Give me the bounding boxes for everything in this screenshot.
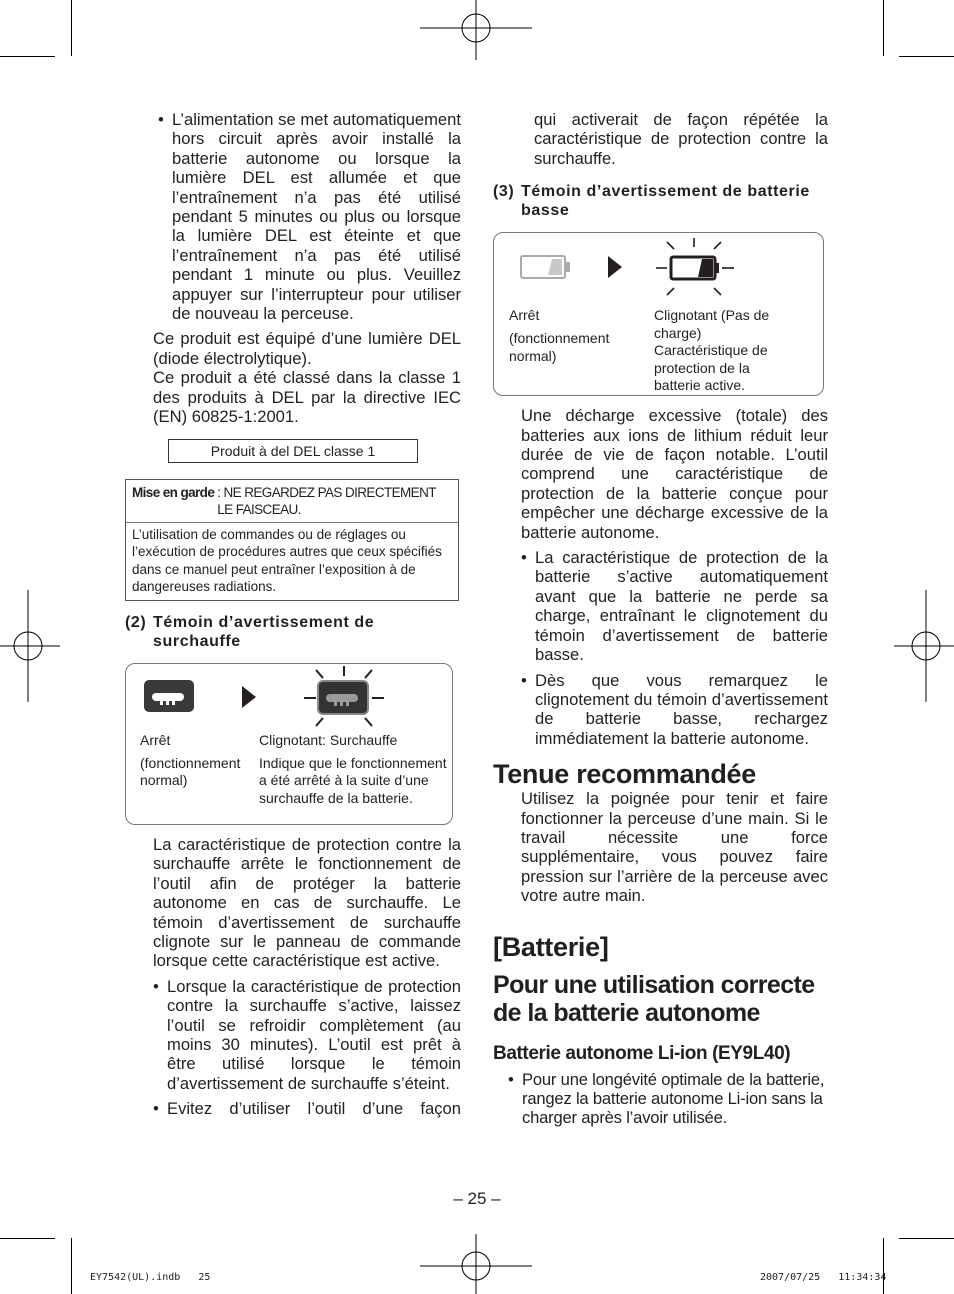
bullet-recharge bbox=[521, 671, 828, 749]
caution-label: Mise en garde bbox=[132, 484, 215, 500]
section-3-number: (3) bbox=[493, 183, 515, 201]
overheat-blink-label: Clignotant: Surchauffe bbox=[259, 731, 398, 748]
arrow-right-icon bbox=[608, 256, 624, 278]
bullet-text: La caractéristique de protection de la batterie s’active automatiquement avant que la batterie ne perde sa charge, entraînant le clignotement du témoin d’avertissement de batterie basse. bbox=[535, 548, 828, 665]
led-class-label bbox=[168, 439, 418, 463]
bullet-text: Dès que vous remarquez le clignotement du témoin d’avertissement de batterie basse, rechargez immédiatement la batterie autonome. bbox=[535, 670, 828, 748]
right-column bbox=[493, 110, 828, 1128]
battery-blink-icon bbox=[654, 238, 736, 300]
section-2-heading bbox=[125, 613, 461, 651]
overheat-off-sub: (fonctionnement normal) bbox=[140, 754, 241, 789]
heading-usage: Pour une utilisation correcte de la batterie autonome bbox=[493, 970, 815, 1027]
thermometer-blink-icon bbox=[302, 666, 386, 730]
bullet-storage bbox=[508, 1070, 828, 1128]
heading-li-ion: Batterie autonome Li-ion (EY9L40) bbox=[493, 1042, 791, 1064]
bullet-cool-down bbox=[153, 977, 461, 1093]
section-2-title: Témoin d’avertissement de surchauffe bbox=[153, 613, 375, 650]
overheat-off-label: Arrêt bbox=[140, 731, 171, 748]
led-paragraph-2: Ce produit a été classé dans la classe 1 des produits à DEL par la directive IEC (EN) 60825-1:2001. bbox=[153, 368, 461, 427]
registration-mark-left bbox=[0, 590, 60, 702]
bullet-mark: • bbox=[153, 976, 159, 996]
section-3-title: Témoin d’avertissement de batterie basse bbox=[521, 183, 810, 220]
bullet-text: Pour une longévité optimale de la batterie, rangez la batterie autonome Li-ion sans la charger après l’avoir utilisée. bbox=[522, 1069, 825, 1128]
bullet-text: L’alimentation se met automatiquement hors circuit après avoir installé la batterie autonome ou lorsque la lumière DEL est allumée et que l’entraînement n’a pas été utilisé pendant 5 minutes ou plus ou lorsque la lumière DEL est éteinte et que l’entraînement n’a pas été utilisé pendant 1 minute ou plus. Veuillez appuyer sur l’interrupteur pour utiliser de nouveau la perceuse. bbox=[172, 110, 461, 324]
discharge-paragraph: Une décharge excessive (totale) des batteries aux ions de lithium réduit leur durée de vie de façon notable. L’outil comprend une caractéristique de protection de la batterie conçue pour empêcher une décharge excessive de la batterie autonome. bbox=[521, 406, 828, 542]
registration-mark-top bbox=[420, 0, 532, 60]
caution-box bbox=[125, 479, 459, 601]
grip-paragraph: Utilisez la poignée pour tenir et faire fonctionner la perceuse d’une main. Si le travail nécessite une force supplémentaire, vous pouvez faire pression sur l’arrière de la perceuse avec votre autre main. bbox=[521, 789, 828, 906]
led-paragraph-1: Ce produit est équipé d’une lumière DEL (diode électrolytique). bbox=[153, 329, 461, 368]
low-battery-blink-label: Clignotant (Pas de charge) Caractéristique de protection de la batterie active. bbox=[654, 307, 770, 394]
footer-file: EY7542(UL).indb 25 bbox=[90, 1272, 211, 1283]
bullet-text: Evitez d’utiliser l’outil d’une façon bbox=[167, 1099, 461, 1119]
low-battery-off-label: Arrêt bbox=[509, 307, 540, 324]
overheat-paragraph: La caractéristique de protection contre la surchauffe arrête le fonctionnement de l’outil afin de protéger la batterie autonome en cas de surchauffe. Le témoin d’avertissement de surchauffe clignote sur le panneau de commande lorsque cette caractéristique est active. bbox=[153, 834, 461, 971]
left-column bbox=[125, 110, 461, 1119]
bullet-mark: • bbox=[158, 110, 164, 129]
caution-warning: : NE REGARDEZ PAS DIRECTEMENT LE FAISCEAU. bbox=[217, 484, 436, 517]
registration-mark-right bbox=[894, 590, 954, 702]
heading-batterie: [Batterie] bbox=[493, 931, 609, 962]
bullet-mark: • bbox=[521, 548, 527, 568]
section-2-number: (2) bbox=[125, 613, 147, 631]
bullet-avoid-repeat bbox=[153, 1099, 461, 1118]
bullet-avoid-repeat-cont: qui activerait de façon répétée la caractéristique de protection contre la surchauffe. bbox=[534, 110, 828, 168]
bullet-mark: • bbox=[521, 670, 527, 690]
section-3-heading bbox=[493, 182, 828, 220]
heading-tenue: Tenue recommandée bbox=[493, 759, 756, 790]
bullet-protection-auto bbox=[521, 548, 828, 664]
bullet-auto-shutoff bbox=[158, 110, 461, 323]
caution-heading bbox=[132, 484, 453, 518]
registration-mark-bottom bbox=[420, 1234, 532, 1294]
battery-off-icon bbox=[520, 255, 572, 279]
page-number: – 25 – bbox=[453, 1189, 501, 1208]
bullet-text: Lorsque la caractéristique de protection contre la surchauffe s’active, laissez l’outil se refroidir complètement (au moins 30 minutes). L’outil est prêt à être utilisé lorsque le témoin d’avertissement de surchauffe s’éteint. bbox=[167, 976, 461, 1093]
led-class-text: Produit à del DEL classe 1 bbox=[210, 442, 376, 459]
overheat-indicator-panel bbox=[125, 663, 453, 825]
bullet-mark: • bbox=[508, 1069, 514, 1089]
arrow-right-icon bbox=[242, 686, 258, 708]
footer-timestamp: 2007/07/25 11:34:34 bbox=[760, 1272, 887, 1283]
bullet-mark: • bbox=[153, 1099, 159, 1119]
low-battery-indicator-panel bbox=[493, 232, 824, 396]
caution-body: L’utilisation de commandes ou de réglages ou l’exécution de procédures autres que ceux spécifiés dans ce manuel peut entraîner l’exposition à de dangereuses radiations. bbox=[132, 526, 442, 595]
low-battery-off-sub: (fonctionnement normal) bbox=[509, 330, 610, 364]
thermometer-off-icon bbox=[144, 680, 196, 714]
overheat-blink-sub: Indique que le fonctionnement a été arrêté à la suite d’une surchauffe de la batterie. bbox=[259, 754, 447, 806]
